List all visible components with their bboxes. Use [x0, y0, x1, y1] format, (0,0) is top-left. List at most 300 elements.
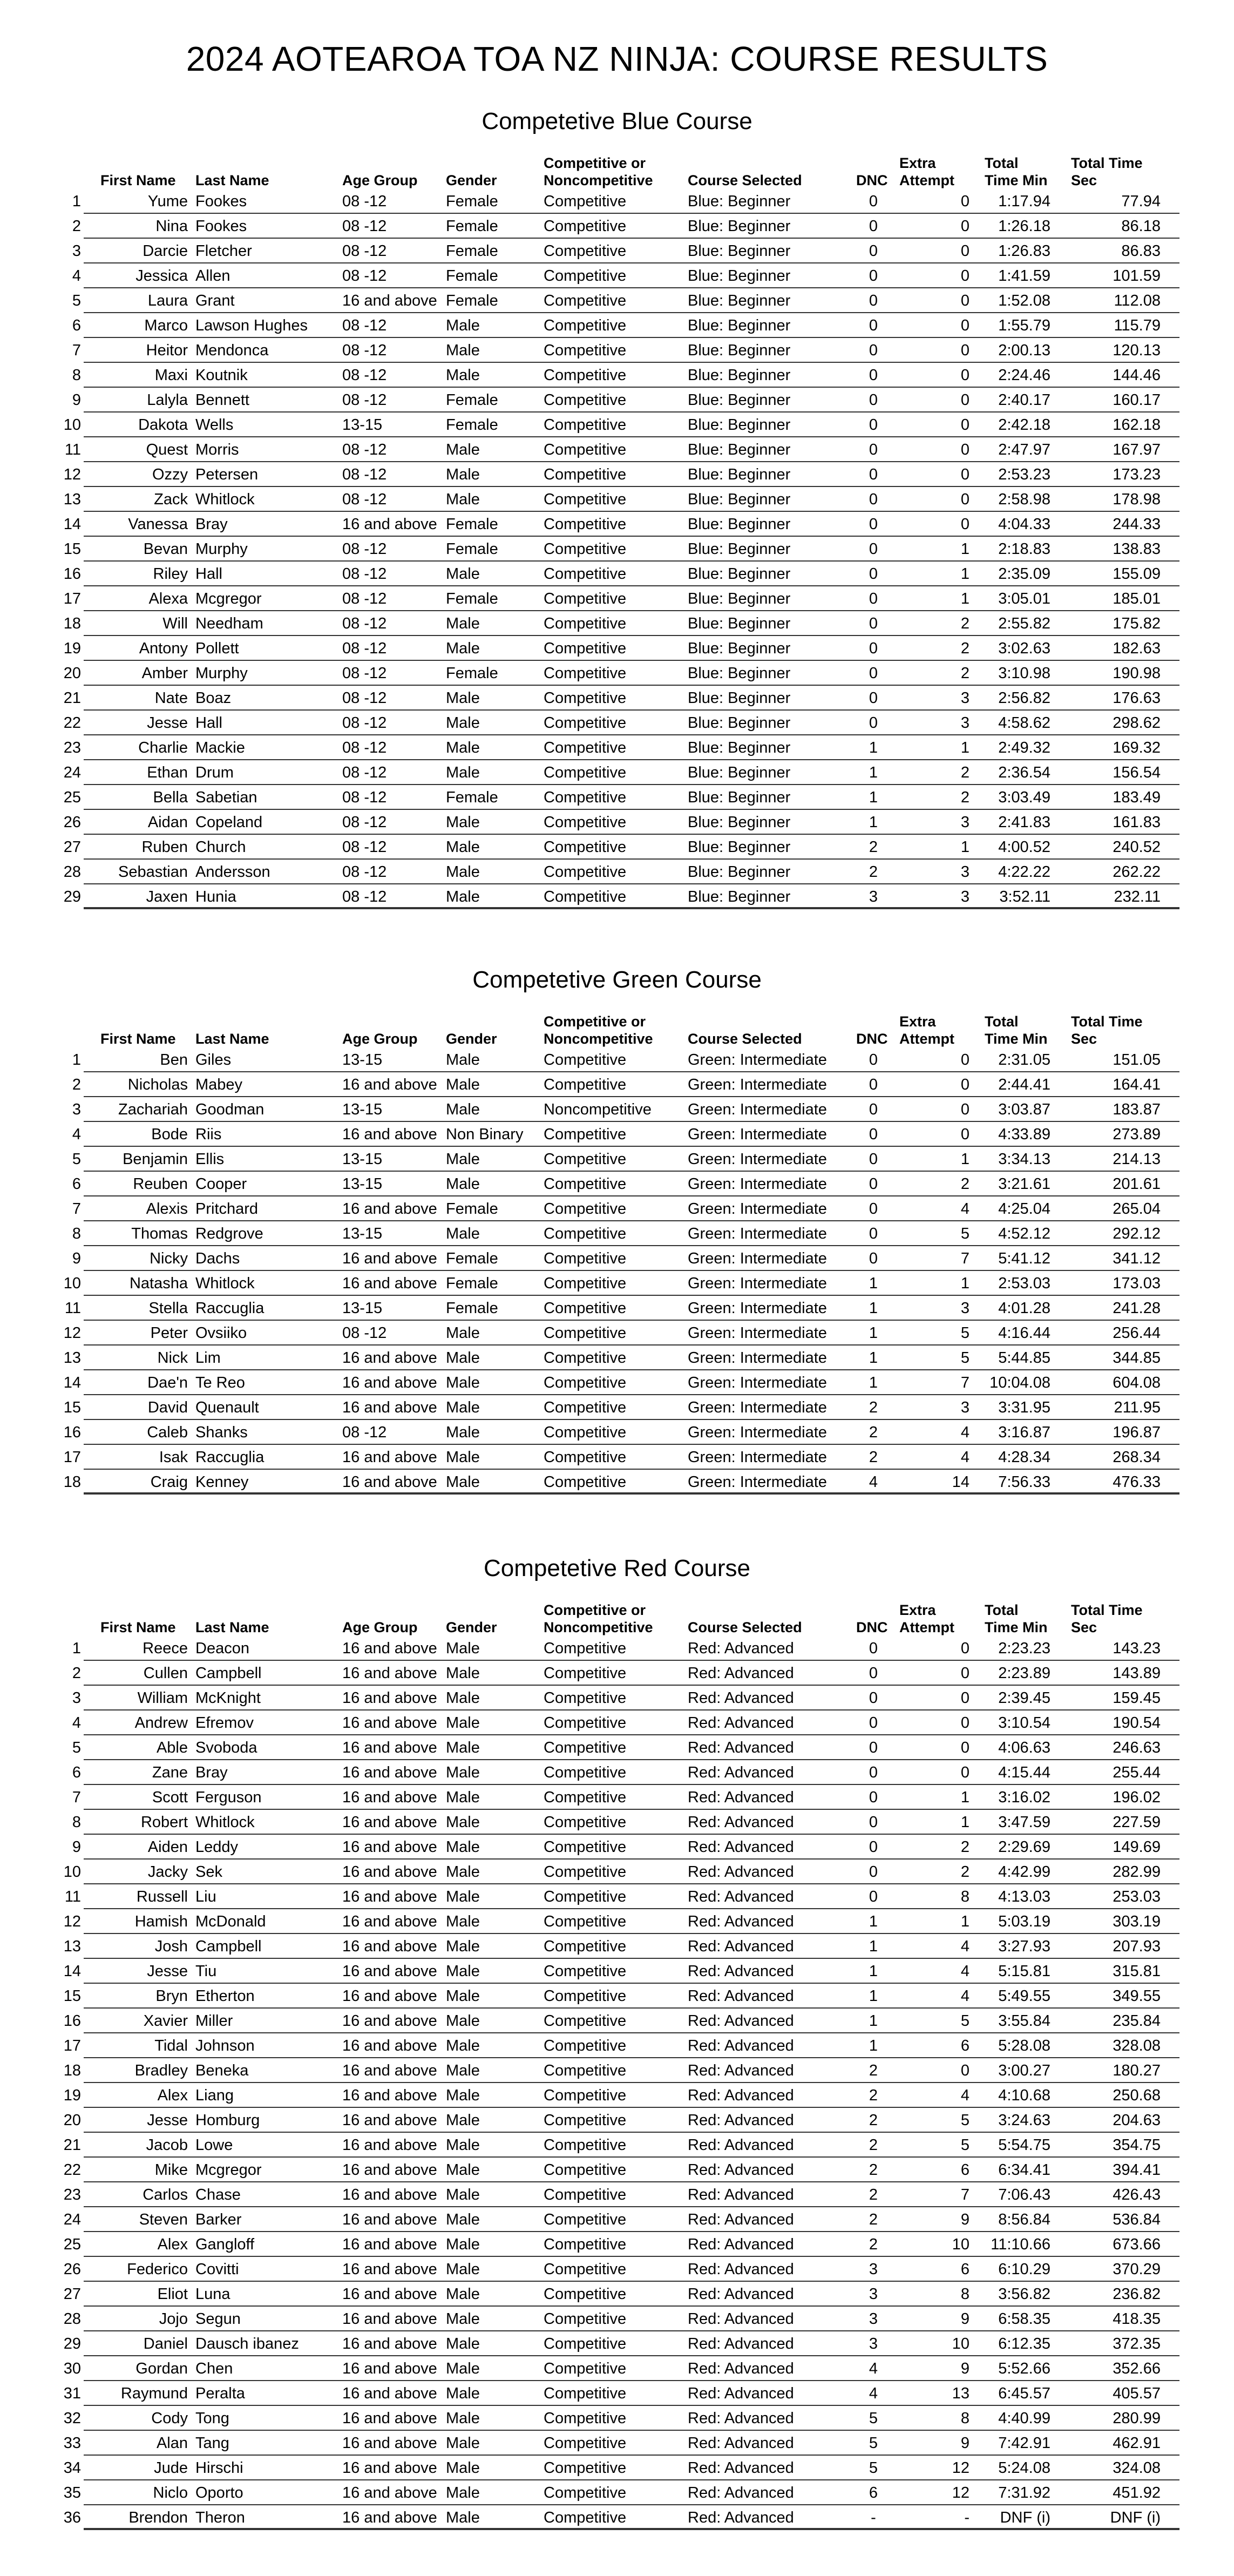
header-total-time-min: [985, 154, 1048, 189]
age-group-cell: 16 and above: [342, 1665, 437, 1682]
first-name-cell: Andrew: [134, 1714, 188, 1732]
extra-attempt-cell: -: [964, 2509, 969, 2526]
last-name-cell: Grant: [195, 292, 235, 309]
age-group-cell: 16 and above: [342, 516, 437, 533]
extra-attempt-cell: 5: [960, 1324, 969, 1342]
age-group-cell: 08 -12: [342, 491, 387, 508]
extra-attempt-cell: 3: [960, 1300, 969, 1317]
competitive-cell: Competitive: [544, 466, 627, 483]
header-dnc-line: DNC: [856, 1619, 888, 1635]
gender-cell: Male: [446, 2236, 480, 2253]
header-total-time-sec: [1071, 1601, 1143, 1636]
competitive-cell: Competitive: [544, 789, 627, 806]
row-number: 5: [72, 1151, 81, 1168]
total-time-sec-cell: 196.87: [1113, 1424, 1161, 1441]
last-name-cell: Fookes: [195, 193, 247, 210]
age-group-cell: 16 and above: [342, 292, 437, 309]
gender-cell: Male: [446, 1349, 480, 1367]
results-section: [0, 108, 1234, 915]
extra-attempt-cell: 0: [960, 1126, 969, 1143]
dnc-cell: 1: [869, 1349, 878, 1367]
first-name-cell: Jesse: [147, 1963, 188, 1980]
course-cell: Red: Advanced: [688, 2211, 794, 2228]
total-time-min-cell: 3:10.98: [998, 665, 1050, 682]
total-time-min-cell: 7:56.33: [998, 1473, 1050, 1491]
course-cell: Red: Advanced: [688, 2435, 794, 2452]
competitive-cell: Competitive: [544, 814, 627, 831]
header-first-name: [100, 172, 176, 189]
last-name-cell: Ferguson: [195, 1789, 262, 1806]
dnc-cell: 0: [869, 317, 878, 334]
total-time-min-cell: 5:24.08: [998, 2459, 1050, 2477]
age-group-cell: 08 -12: [342, 391, 387, 409]
extra-attempt-cell: 13: [952, 2385, 969, 2402]
header-first-name-line: First Name: [100, 172, 176, 188]
first-name-cell: Brendon: [128, 2509, 188, 2526]
dnc-cell: 1: [869, 1324, 878, 1342]
age-group-cell: 08 -12: [342, 565, 387, 583]
gender-cell: Female: [446, 590, 498, 607]
row-number: 6: [72, 1764, 81, 1781]
gender-cell: Male: [446, 1665, 480, 1682]
age-group-cell: 16 and above: [342, 2087, 437, 2104]
last-name-cell: Dausch ibanez: [195, 2335, 299, 2352]
total-time-sec-cell: 324.08: [1113, 2459, 1161, 2477]
header-total-time-min: [985, 1601, 1048, 1636]
extra-attempt-cell: 0: [960, 491, 969, 508]
total-time-min-cell: 2:39.45: [998, 1689, 1050, 1707]
first-name-cell: Alexis: [146, 1200, 188, 1218]
course-cell: Red: Advanced: [688, 1913, 794, 1930]
age-group-cell: 08 -12: [342, 441, 387, 458]
extra-attempt-cell: 7: [960, 2186, 969, 2203]
row-number: 34: [63, 2459, 81, 2477]
dnc-cell: 0: [869, 1051, 878, 1069]
total-time-min-cell: 1:26.83: [998, 242, 1050, 260]
competitive-cell: Competitive: [544, 441, 627, 458]
total-time-min-cell: 1:52.08: [998, 292, 1050, 309]
dnc-cell: 5: [869, 2410, 878, 2427]
course-cell: Red: Advanced: [688, 2335, 794, 2352]
first-name-cell: Lalyla: [147, 391, 188, 409]
first-name-cell: Maxi: [154, 367, 188, 384]
dnc-cell: 0: [869, 218, 878, 235]
header-total-time-min-line: Time Min: [985, 1031, 1048, 1047]
last-name-cell: Pollett: [195, 640, 239, 657]
table-row: [0, 214, 1234, 239]
course-cell: Red: Advanced: [688, 1764, 794, 1781]
competitive-cell: Competitive: [544, 1349, 627, 1367]
total-time-sec-cell: 341.12: [1113, 1250, 1161, 1267]
header-age-group: [342, 172, 418, 189]
course-cell: Red: Advanced: [688, 2087, 794, 2104]
total-time-sec-cell: 144.46: [1113, 367, 1161, 384]
last-name-cell: Hall: [195, 565, 222, 583]
total-time-sec-cell: 244.33: [1113, 516, 1161, 533]
row-number: 9: [72, 1250, 81, 1267]
first-name-cell: Dae'n: [147, 1374, 188, 1391]
total-time-sec-cell: 476.33: [1113, 1473, 1161, 1491]
header-total-time-min-line: Time Min: [985, 172, 1048, 188]
first-name-cell: Zachariah: [118, 1101, 188, 1118]
last-name-cell: Tiu: [195, 1963, 217, 1980]
total-time-sec-cell: 175.82: [1113, 615, 1161, 632]
age-group-cell: 16 and above: [342, 1764, 437, 1781]
gender-cell: Female: [446, 665, 498, 682]
age-group-cell: 08 -12: [342, 367, 387, 384]
age-group-cell: 13-15: [342, 1051, 383, 1069]
row-number: 2: [72, 1076, 81, 1093]
extra-attempt-cell: 1: [960, 1275, 969, 1292]
gender-cell: Male: [446, 839, 480, 856]
extra-attempt-cell: 3: [960, 714, 969, 732]
header-age-group-line: Age Group: [342, 1619, 418, 1635]
header-extra-attempt: [899, 1601, 954, 1636]
extra-attempt-cell: 0: [960, 1665, 969, 1682]
last-name-cell: Luna: [195, 2286, 230, 2303]
table-row: [0, 2182, 1234, 2207]
gender-cell: Male: [446, 1175, 480, 1193]
competitive-cell: Competitive: [544, 1913, 627, 1930]
age-group-cell: 16 and above: [342, 1913, 437, 1930]
competitive-cell: Competitive: [544, 1449, 627, 1466]
course-cell: Green: Intermediate: [688, 1324, 827, 1342]
row-number: 20: [63, 2112, 81, 2129]
course-cell: Green: Intermediate: [688, 1126, 827, 1143]
competitive-cell: Competitive: [544, 839, 627, 856]
first-name-cell: David: [147, 1399, 188, 1416]
total-time-sec-cell: 115.79: [1114, 317, 1161, 334]
competitive-cell: Competitive: [544, 1789, 627, 1806]
extra-attempt-cell: 0: [960, 416, 969, 434]
gender-cell: Male: [446, 615, 480, 632]
header-last-name: [195, 1030, 269, 1047]
extra-attempt-cell: 4: [960, 1424, 969, 1441]
extra-attempt-cell: 1: [960, 540, 969, 558]
total-time-sec-cell: 149.69: [1113, 1838, 1161, 1856]
table-row: [0, 1370, 1234, 1395]
last-name-cell: Te Reo: [195, 1374, 245, 1391]
last-name-cell: Church: [195, 839, 246, 856]
first-name-cell: Tidal: [154, 2037, 188, 2054]
header-total-time-sec: [1071, 154, 1143, 189]
last-name-cell: Drum: [195, 764, 234, 781]
course-cell: Blue: Beginner: [688, 714, 791, 732]
first-name-cell: Bryn: [155, 1987, 188, 2005]
course-cell: Green: Intermediate: [688, 1076, 827, 1093]
total-time-min-cell: 6:34.41: [998, 2161, 1050, 2179]
total-time-min-cell: 10:04.08: [989, 1374, 1050, 1391]
row-number: 28: [63, 863, 81, 881]
gender-cell: Male: [446, 1473, 480, 1491]
table-row: [0, 1735, 1234, 1760]
total-time-sec-cell: 143.89: [1113, 1665, 1161, 1682]
row-number: 21: [63, 689, 81, 707]
competitive-cell: Competitive: [544, 689, 627, 707]
total-time-min-cell: 4:33.89: [998, 1126, 1050, 1143]
age-group-cell: 08 -12: [342, 764, 387, 781]
row-number: 6: [72, 1175, 81, 1193]
table-row: [0, 2331, 1234, 2356]
course-cell: Green: Intermediate: [688, 1349, 827, 1367]
total-time-min-cell: 6:10.29: [998, 2261, 1050, 2278]
age-group-cell: 16 and above: [342, 2286, 437, 2303]
dnc-cell: 0: [869, 342, 878, 359]
course-cell: Red: Advanced: [688, 2062, 794, 2079]
header-first-name: [100, 1619, 176, 1636]
course-cell: Green: Intermediate: [688, 1225, 827, 1242]
row-number: 7: [72, 1789, 81, 1806]
total-time-sec-cell: 169.32: [1113, 739, 1161, 756]
header-course: [688, 1030, 802, 1047]
dnc-cell: 0: [869, 1689, 878, 1707]
dnc-cell: 5: [869, 2435, 878, 2452]
extra-attempt-cell: 3: [960, 814, 969, 831]
dnc-cell: 0: [869, 540, 878, 558]
gender-cell: Male: [446, 1714, 480, 1732]
gender-cell: Female: [446, 218, 498, 235]
gender-cell: Male: [446, 739, 480, 756]
table-row: [0, 413, 1234, 437]
gender-cell: Male: [446, 2012, 480, 2030]
table-row: [0, 487, 1234, 512]
first-name-cell: Bevan: [143, 540, 188, 558]
extra-attempt-cell: 2: [960, 789, 969, 806]
competitive-cell: Competitive: [544, 2360, 627, 2377]
gender-cell: Female: [446, 789, 498, 806]
header-last-name-line: Last Name: [195, 1031, 269, 1047]
extra-attempt-cell: 0: [960, 317, 969, 334]
table-row: [0, 2158, 1234, 2182]
total-time-sec-cell: 112.08: [1114, 292, 1161, 309]
age-group-cell: 16 and above: [342, 2112, 437, 2129]
row-number: 22: [63, 2161, 81, 2179]
course-cell: Red: Advanced: [688, 2236, 794, 2253]
dnc-cell: 2: [869, 1424, 878, 1441]
age-group-cell: 08 -12: [342, 615, 387, 632]
table-header: [0, 1584, 1234, 1636]
competitive-cell: Competitive: [544, 1938, 627, 1955]
total-time-min-cell: 3:03.49: [998, 789, 1050, 806]
dnc-cell: 1: [869, 2012, 878, 2030]
row-number: 33: [63, 2435, 81, 2452]
total-time-sec-cell: 151.05: [1113, 1051, 1161, 1069]
total-time-min-cell: 6:45.57: [998, 2385, 1050, 2402]
total-time-sec-cell: 235.84: [1113, 2012, 1161, 2030]
total-time-sec-cell: 178.98: [1113, 491, 1161, 508]
last-name-cell: Whitlock: [195, 1814, 255, 1831]
competitive-cell: Competitive: [544, 590, 627, 607]
gender-cell: Female: [446, 267, 498, 285]
row-number: 24: [63, 2211, 81, 2228]
first-name-cell: Zane: [152, 1764, 188, 1781]
table-row: [0, 1710, 1234, 1735]
age-group-cell: 16 and above: [342, 1888, 437, 1905]
total-time-min-cell: 4:16.44: [998, 1324, 1050, 1342]
gender-cell: Male: [446, 2161, 480, 2179]
first-name-cell: Josh: [154, 1938, 188, 1955]
first-name-cell: Antony: [139, 640, 188, 657]
competitive-cell: Competitive: [544, 491, 627, 508]
dnc-cell: 0: [869, 1101, 878, 1118]
row-number: 32: [63, 2410, 81, 2427]
age-group-cell: 16 and above: [342, 2161, 437, 2179]
table-row: [0, 1934, 1234, 1959]
competitive-cell: Competitive: [544, 1963, 627, 1980]
gender-cell: Male: [446, 565, 480, 583]
first-name-cell: Cody: [151, 2410, 188, 2427]
competitive-cell: Competitive: [544, 1250, 627, 1267]
gender-cell: Male: [446, 342, 480, 359]
age-group-cell: 16 and above: [342, 2037, 437, 2054]
total-time-sec-cell: 349.55: [1113, 1987, 1161, 2005]
dnc-cell: 6: [869, 2484, 878, 2501]
row-divider: [84, 2528, 1179, 2530]
dnc-cell: 0: [869, 516, 878, 533]
dnc-cell: 0: [869, 590, 878, 607]
age-group-cell: 16 and above: [342, 1374, 437, 1391]
competitive-cell: Competitive: [544, 516, 627, 533]
last-name-cell: Chen: [195, 2360, 233, 2377]
last-name-cell: Andersson: [195, 863, 270, 881]
competitive-cell: Competitive: [544, 2484, 627, 2501]
total-time-min-cell: 2:40.17: [998, 391, 1050, 409]
age-group-cell: 08 -12: [342, 839, 387, 856]
first-name-cell: Nicky: [150, 1250, 188, 1267]
table-row: [0, 1835, 1234, 1860]
total-time-sec-cell: 155.09: [1113, 565, 1161, 583]
first-name-cell: Stella: [148, 1300, 188, 1317]
competitive-cell: Competitive: [544, 1714, 627, 1732]
extra-attempt-cell: 9: [960, 2360, 969, 2377]
table-row: [0, 2431, 1234, 2456]
table-row: [0, 1959, 1234, 1984]
total-time-sec-cell: 256.44: [1113, 1324, 1161, 1342]
table-row: [0, 1346, 1234, 1370]
gender-cell: Male: [446, 1888, 480, 1905]
row-number: 3: [72, 242, 81, 260]
total-time-min-cell: 8:56.84: [998, 2211, 1050, 2228]
course-cell: Blue: Beginner: [688, 491, 791, 508]
competitive-cell: Competitive: [544, 888, 627, 905]
total-time-min-cell: 5:41.12: [998, 1250, 1050, 1267]
course-cell: Green: Intermediate: [688, 1250, 827, 1267]
last-name-cell: Beneka: [195, 2062, 249, 2079]
extra-attempt-cell: 2: [960, 1863, 969, 1881]
competitive-cell: Competitive: [544, 1888, 627, 1905]
course-cell: Blue: Beginner: [688, 565, 791, 583]
gender-cell: Female: [446, 516, 498, 533]
competitive-cell: Competitive: [544, 242, 627, 260]
dnc-cell: 3: [869, 2286, 878, 2303]
header-gender: [446, 1619, 497, 1636]
first-name-cell: Jessica: [135, 267, 188, 285]
first-name-cell: Daniel: [143, 2335, 188, 2352]
course-cell: Blue: Beginner: [688, 466, 791, 483]
age-group-cell: 13-15: [342, 416, 383, 434]
dnc-cell: 0: [869, 1789, 878, 1806]
age-group-cell: 08 -12: [342, 540, 387, 558]
competitive-cell: Competitive: [544, 540, 627, 558]
extra-attempt-cell: 3: [960, 1399, 969, 1416]
gender-cell: Male: [446, 1076, 480, 1093]
row-number: 12: [63, 1324, 81, 1342]
total-time-sec-cell: 370.29: [1113, 2261, 1161, 2278]
total-time-sec-cell: 162.18: [1113, 416, 1161, 434]
row-number: 29: [63, 888, 81, 905]
header-course-line: Course Selected: [688, 1031, 802, 1047]
row-number: 7: [72, 342, 81, 359]
last-name-cell: Oporto: [195, 2484, 243, 2501]
extra-attempt-cell: 0: [960, 267, 969, 285]
total-time-sec-cell: 173.23: [1113, 466, 1161, 483]
extra-attempt-cell: 4: [960, 1449, 969, 1466]
row-number: 26: [63, 2261, 81, 2278]
table-row: [0, 711, 1234, 735]
dnc-cell: 0: [869, 267, 878, 285]
course-cell: Blue: Beginner: [688, 540, 791, 558]
age-group-cell: 08 -12: [342, 590, 387, 607]
total-time-min-cell: 1:55.79: [998, 317, 1050, 334]
competitive-cell: Competitive: [544, 292, 627, 309]
age-group-cell: 16 and above: [342, 1814, 437, 1831]
gender-cell: Male: [446, 1938, 480, 1955]
first-name-cell: Cullen: [143, 1665, 188, 1682]
competitive-cell: Competitive: [544, 565, 627, 583]
table-row: [0, 1147, 1234, 1172]
total-time-min-cell: 4:52.12: [998, 1225, 1050, 1242]
age-group-cell: 13-15: [342, 1101, 383, 1118]
first-name-cell: Dakota: [138, 416, 188, 434]
first-name-cell: Scott: [152, 1789, 188, 1806]
extra-attempt-cell: 0: [960, 1076, 969, 1093]
total-time-min-cell: 3:34.13: [998, 1151, 1050, 1168]
dnc-cell: 0: [869, 242, 878, 260]
extra-attempt-cell: 12: [952, 2484, 969, 2501]
total-time-min-cell: 5:03.19: [998, 1913, 1050, 1930]
total-time-sec-cell: 265.04: [1113, 1200, 1161, 1218]
extra-attempt-cell: 10: [952, 2335, 969, 2352]
gender-cell: Male: [446, 2435, 480, 2452]
total-time-sec-cell: 240.52: [1113, 839, 1161, 856]
total-time-sec-cell: 183.49: [1113, 789, 1161, 806]
dnc-cell: 0: [869, 1640, 878, 1657]
row-number: 29: [63, 2335, 81, 2352]
dnc-cell: 5: [869, 2459, 878, 2477]
dnc-cell: 4: [869, 2360, 878, 2377]
age-group-cell: 16 and above: [342, 2360, 437, 2377]
competitive-cell: Competitive: [544, 714, 627, 732]
total-time-sec-cell: 451.92: [1113, 2484, 1161, 2501]
table-row: [0, 735, 1234, 760]
total-time-min-cell: 1:26.18: [998, 218, 1050, 235]
row-number: 27: [63, 2286, 81, 2303]
header-extra-attempt: [899, 1013, 954, 1047]
last-name-cell: Hunia: [195, 888, 236, 905]
last-name-cell: McDonald: [195, 1913, 266, 1930]
header-extra-attempt-line: Extra: [899, 155, 936, 171]
total-time-sec-cell: 180.27: [1113, 2062, 1161, 2079]
competitive-cell: Competitive: [544, 764, 627, 781]
last-name-cell: Raccuglia: [195, 1449, 265, 1466]
last-name-cell: Segun: [195, 2310, 241, 2328]
total-time-sec-cell: 182.63: [1113, 640, 1161, 657]
first-name-cell: Marco: [144, 317, 188, 334]
total-time-sec-cell: 315.81: [1113, 1963, 1161, 1980]
first-name-cell: Jacob: [146, 2136, 188, 2154]
total-time-min-cell: 2:42.18: [998, 416, 1050, 434]
dnc-cell: 0: [869, 1126, 878, 1143]
